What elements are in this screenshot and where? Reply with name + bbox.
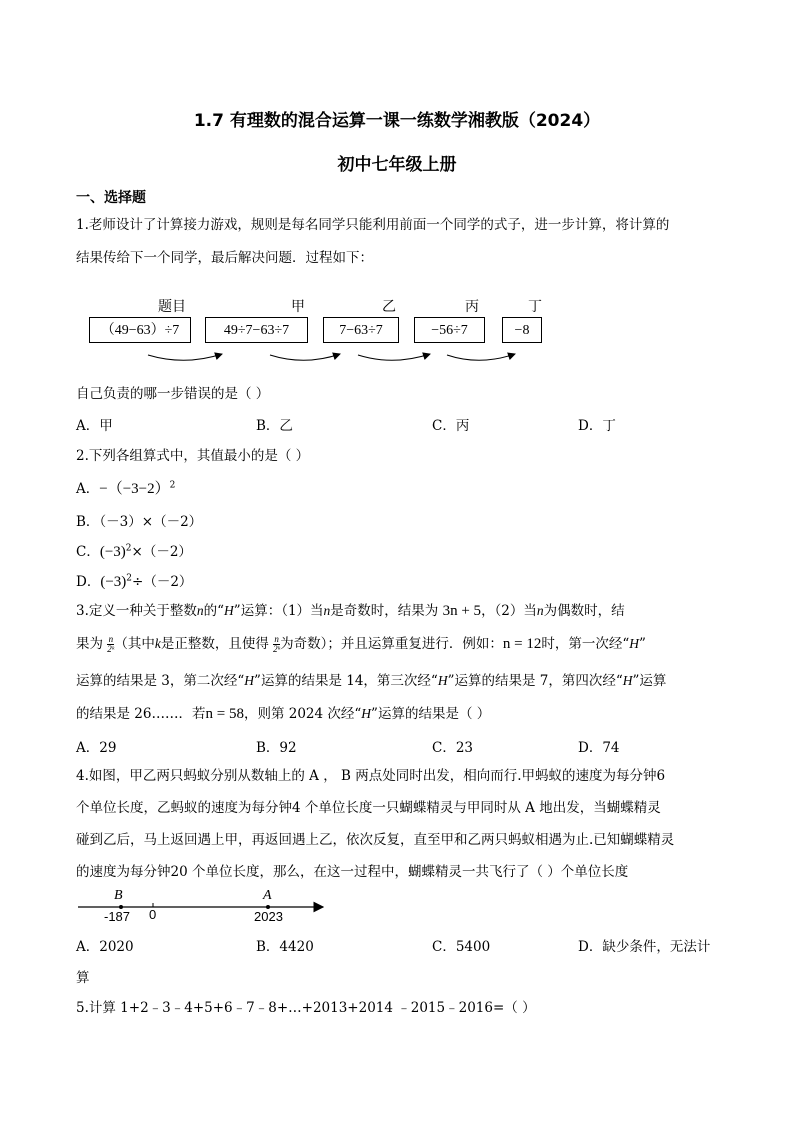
point-b-label: B (114, 888, 123, 903)
q3-var-k: k (154, 636, 161, 651)
q4-option-b: B．4420 (256, 939, 314, 955)
q3-var-n: n (323, 603, 331, 618)
relay-box-bing: −56÷7 (414, 317, 485, 343)
q3-var-h: H (244, 673, 255, 688)
fraction-denominator: 2ᵏ (273, 644, 281, 654)
q3-text: ，则第 2024 次经“ (243, 706, 362, 722)
q2-option-d (76, 570, 192, 591)
q2-option-d-exp: 2 (126, 573, 133, 584)
q4-option-d: D．缺少条件，无法计 (578, 939, 711, 955)
section-heading: 一、选择题 (76, 190, 146, 206)
q3-option-c: C．23 (432, 740, 474, 756)
point-b-value: -187 (104, 909, 131, 924)
label-timu: 题目 (158, 299, 186, 315)
q1-option-c: C．丙 (432, 418, 470, 434)
q4-line2: 个单位长度，乙蚂蚁的速度为每分钟4 个单位长度一只蝴蝶精灵与甲同时从 A 地出发，当蝴蝶精灵 (76, 800, 661, 816)
q3-expr-n58: n = 58 (205, 706, 244, 722)
q3-text: 3.定义一种关于整数 (76, 603, 197, 619)
q3-text: 时，第一次经“ (541, 636, 630, 652)
q1-option-a: A．甲 (76, 418, 113, 434)
q3-text: ”运算的结果是 7，第四次经“ (447, 673, 623, 689)
q3-line3 (76, 671, 666, 691)
q3-text: ”运算的结果是（ ） (371, 706, 491, 722)
q4-option-c: C．5400 (432, 939, 491, 955)
q2-option-b: B．（－3）×（－2） (76, 514, 203, 530)
q5-stem: 5.计算 1+2﹣3﹣4+5+6﹣7﹣8+…+2013+2014 ﹣2015﹣2016=（ ） (76, 1000, 536, 1016)
q3-expr-n12: n = 12 (502, 636, 542, 652)
label-bing: 丙 (465, 299, 479, 315)
q3-text: 是奇数时，结果为 (330, 603, 443, 619)
q3-text: ，（2）当 (481, 603, 537, 619)
relay-box-ding: −8 (502, 317, 542, 343)
q1-option-d: D．丁 (578, 418, 616, 434)
relay-box-timu: （49−63）÷7 (89, 317, 191, 343)
relay-box-jia: 49÷7−63÷7 (205, 317, 308, 343)
q2-option-c-prefix: C． (76, 544, 100, 560)
q3-text: （其中 (114, 636, 155, 652)
q3-line2 (76, 634, 646, 654)
q3-text: 的“ (203, 603, 225, 619)
q3-line1 (76, 601, 625, 621)
q3-line4 (76, 704, 490, 724)
q2-option-c-exp: 2 (125, 543, 132, 554)
q2-stem: 2.下列各组算式中，其值最小的是（ ） (76, 448, 310, 464)
label-jia: 甲 (291, 299, 305, 315)
q4-option-d-wrap: 算 (76, 970, 90, 986)
q3-option-a: A．29 (76, 740, 117, 756)
q3-text: 的结果是 26……．若 (76, 706, 206, 722)
q3-option-d: D．74 (578, 740, 620, 756)
q3-var-h: H (629, 636, 640, 651)
q2-option-c-suffix: ×（－2） (131, 544, 192, 560)
q3-text: 为偶数时，结 (543, 603, 625, 619)
label-ding: 丁 (528, 299, 542, 315)
q3-var-n: n (536, 603, 544, 618)
q3-var-h: H (361, 706, 372, 721)
point-a-label: A (263, 888, 272, 903)
relay-box-yi: 7−63÷7 (323, 317, 399, 343)
q3-text: ”运算的结果是 14，第三次经“ (254, 673, 438, 689)
zero-label: 0 (149, 907, 157, 922)
document-title: 1.7 有理数的混合运算一课一练数学湘教版（2024） (193, 111, 601, 131)
arrow-1 (148, 354, 222, 360)
q2-option-d-math: (−3) (100, 574, 127, 590)
q2-option-a (76, 477, 175, 498)
q4-line3: 碰到乙后，马上返回遇上甲，再返回遇上乙，依次反复，直至甲和乙两只蚂蚁相遇为止.已知蝴蝶精灵 (76, 832, 675, 848)
q2-option-c-math: (−3) (99, 544, 126, 560)
q4-line1: 4.如图，甲乙两只蚂蚁分别从数轴上的 A ， B 两点处同时出发，相向而行.甲蚂蚁的速度为每分钟6 (76, 768, 666, 784)
q3-expr-3n5: 3n + 5 (442, 603, 482, 619)
q2-option-a-math: −（−3−2） (99, 481, 170, 497)
q3-text: ”运算：（1）当 (233, 603, 324, 619)
fraction-numerator: n (108, 634, 114, 644)
q1-question: 自己负责的哪一步错误的是（ ） (76, 386, 270, 402)
q3-text: 为奇数）；并且运算重复进行．例如： (280, 636, 503, 652)
q3-text: 是正整数，且使得 (160, 636, 269, 652)
q3-var-h: H (224, 603, 234, 618)
label-yi: 乙 (382, 299, 396, 315)
q3-option-b: B．92 (256, 740, 297, 756)
q1-stem-line1: 1.老师设计了计算接力游戏，规则是每名同学只能利用前面一个同学的式子，进一步计算，将计算的 (76, 217, 670, 233)
q2-option-d-prefix: D． (76, 574, 101, 590)
q3-text: 果为 (76, 636, 103, 652)
document-subtitle: 初中七年级上册 (337, 155, 457, 175)
point-a-value: 2023 (254, 909, 283, 924)
fraction-numerator: n (274, 634, 279, 644)
arrow-2 (270, 354, 340, 360)
arrow-3 (358, 354, 430, 360)
fraction-denominator: 2ᵏ (107, 644, 115, 654)
q4-line4: 的速度为每分钟20 个单位长度，那么，在这一过程中，蝴蝶精灵一共飞行了（ ）个单位长度 (76, 864, 629, 880)
q3-var-h: H (622, 673, 633, 688)
q3-text: 运算的结果是 3，第二次经“ (76, 673, 245, 689)
arrow-4 (447, 354, 515, 360)
q2-option-a-prefix: A． (76, 481, 100, 497)
q3-text: ” (639, 636, 646, 652)
q3-var-h: H (437, 673, 448, 688)
q2-option-d-suffix: ÷（－2） (132, 574, 193, 590)
q2-option-c (76, 540, 192, 561)
q4-option-a: A．2020 (76, 939, 134, 955)
q1-option-b: B．乙 (256, 418, 293, 434)
q1-stem-line2: 结果传给下一个同学，最后解决问题．过程如下： (76, 250, 373, 266)
q2-option-a-exp: 2 (169, 480, 176, 491)
q3-text: ”运算 (632, 673, 667, 689)
q3-var-n: n (196, 603, 204, 618)
relay-arrows (0, 340, 794, 370)
